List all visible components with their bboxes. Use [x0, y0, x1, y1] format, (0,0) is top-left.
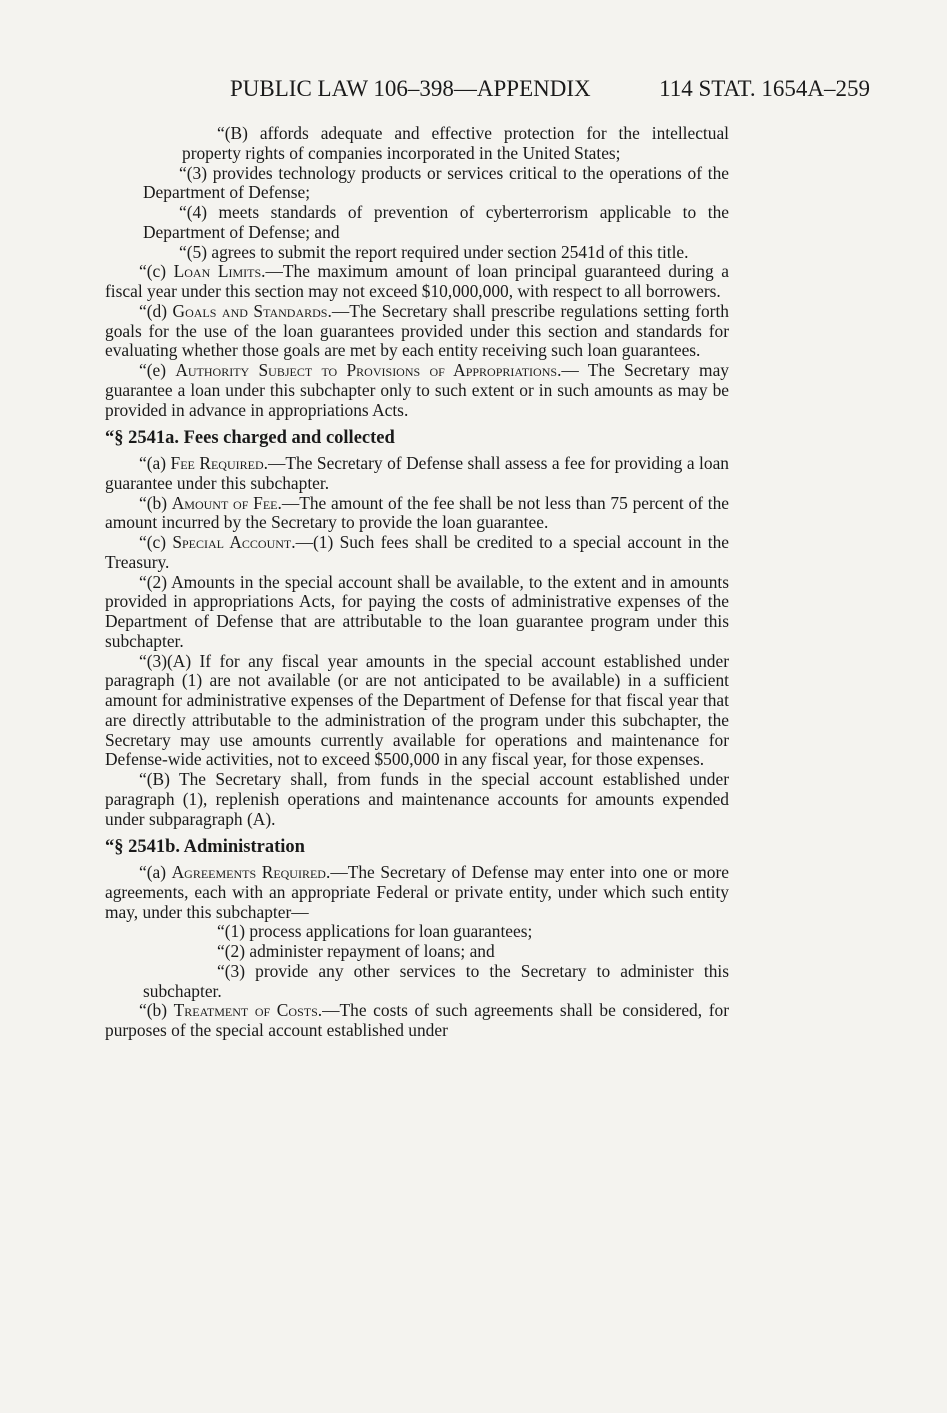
subsection-lead: “(d)	[139, 300, 173, 321]
subsection-heading: Authority Subject to Provisions of Appropriations.	[175, 360, 562, 380]
subsection-a-agreements	[105, 863, 729, 922]
subsection-e-authority	[105, 361, 729, 420]
subsection-lead: “(a)	[139, 453, 171, 473]
subsection-lead: “(a)	[139, 862, 172, 882]
section-2541a-heading: “§ 2541a. Fees charged and collected	[105, 428, 395, 449]
item-1-process-applications: “(1) process applications for loan guarantees;	[217, 921, 533, 942]
subsection-d-goals	[105, 302, 729, 361]
section-2541b-heading: “§ 2541b. Administration	[105, 837, 305, 858]
subsection-heading: Fee Required.	[170, 453, 268, 473]
subsection-text: —The Secretary shall prescribe regulations setting forth goals for the use of the loan guarantees provided under this section and standards for evaluating whether those goals are met by each entity receiving such loan guarantees.	[105, 300, 729, 361]
subsection-heading: Agreements Required.	[171, 862, 331, 882]
item-2-administer-repayment: “(2) administer repayment of loans; and	[217, 941, 495, 961]
subsection-text: —The maximum amount of loan principal guaranteed during a fiscal year under this section may not exceed $10,000,000, with respect to all borrowers.	[105, 261, 729, 301]
subsection-b-amount-of-fee	[105, 494, 729, 534]
subsection-lead: “(b)	[139, 492, 172, 513]
subsection-text: — The Secretary may guarantee a loan under this subchapter only to such extent or in such amounts as may be provided in advance in appropriations Acts.	[105, 360, 729, 420]
paragraph-3a-fiscal-year: “(3)(A) If for any fiscal year amounts in the special account established under paragraph (1) are not available (or are not anticipated to be available) in a sufficient amount for administrative expenses of the Department of Defense for that fiscal year that are directly attributable to the administration of the program under this subchapter, the Secretary may use amounts currently available for operations and maintenance for Defense-wide activities, not to exceed $500,000 in any fiscal year, for those expenses.	[105, 650, 729, 770]
subsection-c-special-account	[105, 533, 729, 573]
paragraph-3b-replenish: “(B) The Secretary shall, from funds in the special account established under paragraph (1), replenish operations and maintenance accounts for amounts expended under subparagraph (A).	[105, 769, 729, 829]
paragraph-5-report: “(5) agrees to submit the report required under section 2541d of this title.	[179, 241, 689, 262]
subsection-lead: “(e)	[139, 360, 176, 380]
page-body	[105, 124, 729, 1041]
subsection-text: —(1) Such fees shall be credited to a special account in the Treasury.	[105, 532, 729, 572]
subsection-text: —The Secretary of Defense shall assess a fee for providing a loan guarantee under this subchapter.	[105, 453, 729, 493]
subsection-lead: “(c)	[139, 261, 174, 282]
page-header	[230, 74, 870, 104]
subsection-text: —The amount of the fee shall be not less than 75 percent of the amount incurred by the Secretary to provide the loan guarantee.	[105, 492, 729, 533]
statute-page-number: 114 STAT. 1654A–259	[659, 76, 870, 101]
item-3-other-services: “(3) provide any other services to the Secretary to administer this subchapter.	[143, 960, 729, 1001]
subsection-heading: Special Account.	[172, 532, 296, 552]
paragraph-2-amounts: “(2) Amounts in the special account shall be available, to the extent and in amounts provided in appropriations Acts, for paying the costs of administrative expenses of the Department of Defense that are attributable to the loan guarantee program under this subchapter.	[105, 571, 729, 651]
subsection-heading: Treatment of Costs.	[173, 1000, 323, 1021]
paragraph-b-protection: “(B) affords adequate and effective protection for the intellectual property rights of companies incorporated in the United States;	[182, 123, 729, 163]
subsection-text: —The costs of such agreements shall be considered, for purposes of the special account established under	[105, 1000, 729, 1040]
paragraph-4-cyberterrorism: “(4) meets standards of prevention of cyberterrorism applicable to the Department of Defense; and	[143, 202, 729, 242]
paragraph-3-technology: “(3) provides technology products or services critical to the operations of the Department of Defense;	[143, 162, 729, 203]
subsection-c-loan-limits	[105, 262, 729, 302]
subsection-lead: “(b)	[139, 1000, 174, 1021]
subsection-text: —The Secretary of Defense may enter into one or more agreements, each with an appropriate Federal or private entity, under which such entity may, under this subchapter—	[105, 862, 730, 922]
subsection-heading: Goals and Standards.	[172, 300, 332, 321]
subsection-heading: Amount of Fee.	[171, 492, 282, 513]
public-law-title: PUBLIC LAW 106–398—APPENDIX	[230, 76, 591, 101]
subsection-a-fee-required	[105, 454, 729, 494]
subsection-b-treatment-of-costs	[105, 1001, 729, 1041]
subsection-heading: Loan Limits.	[173, 261, 266, 282]
subsection-lead: “(c)	[139, 532, 173, 552]
